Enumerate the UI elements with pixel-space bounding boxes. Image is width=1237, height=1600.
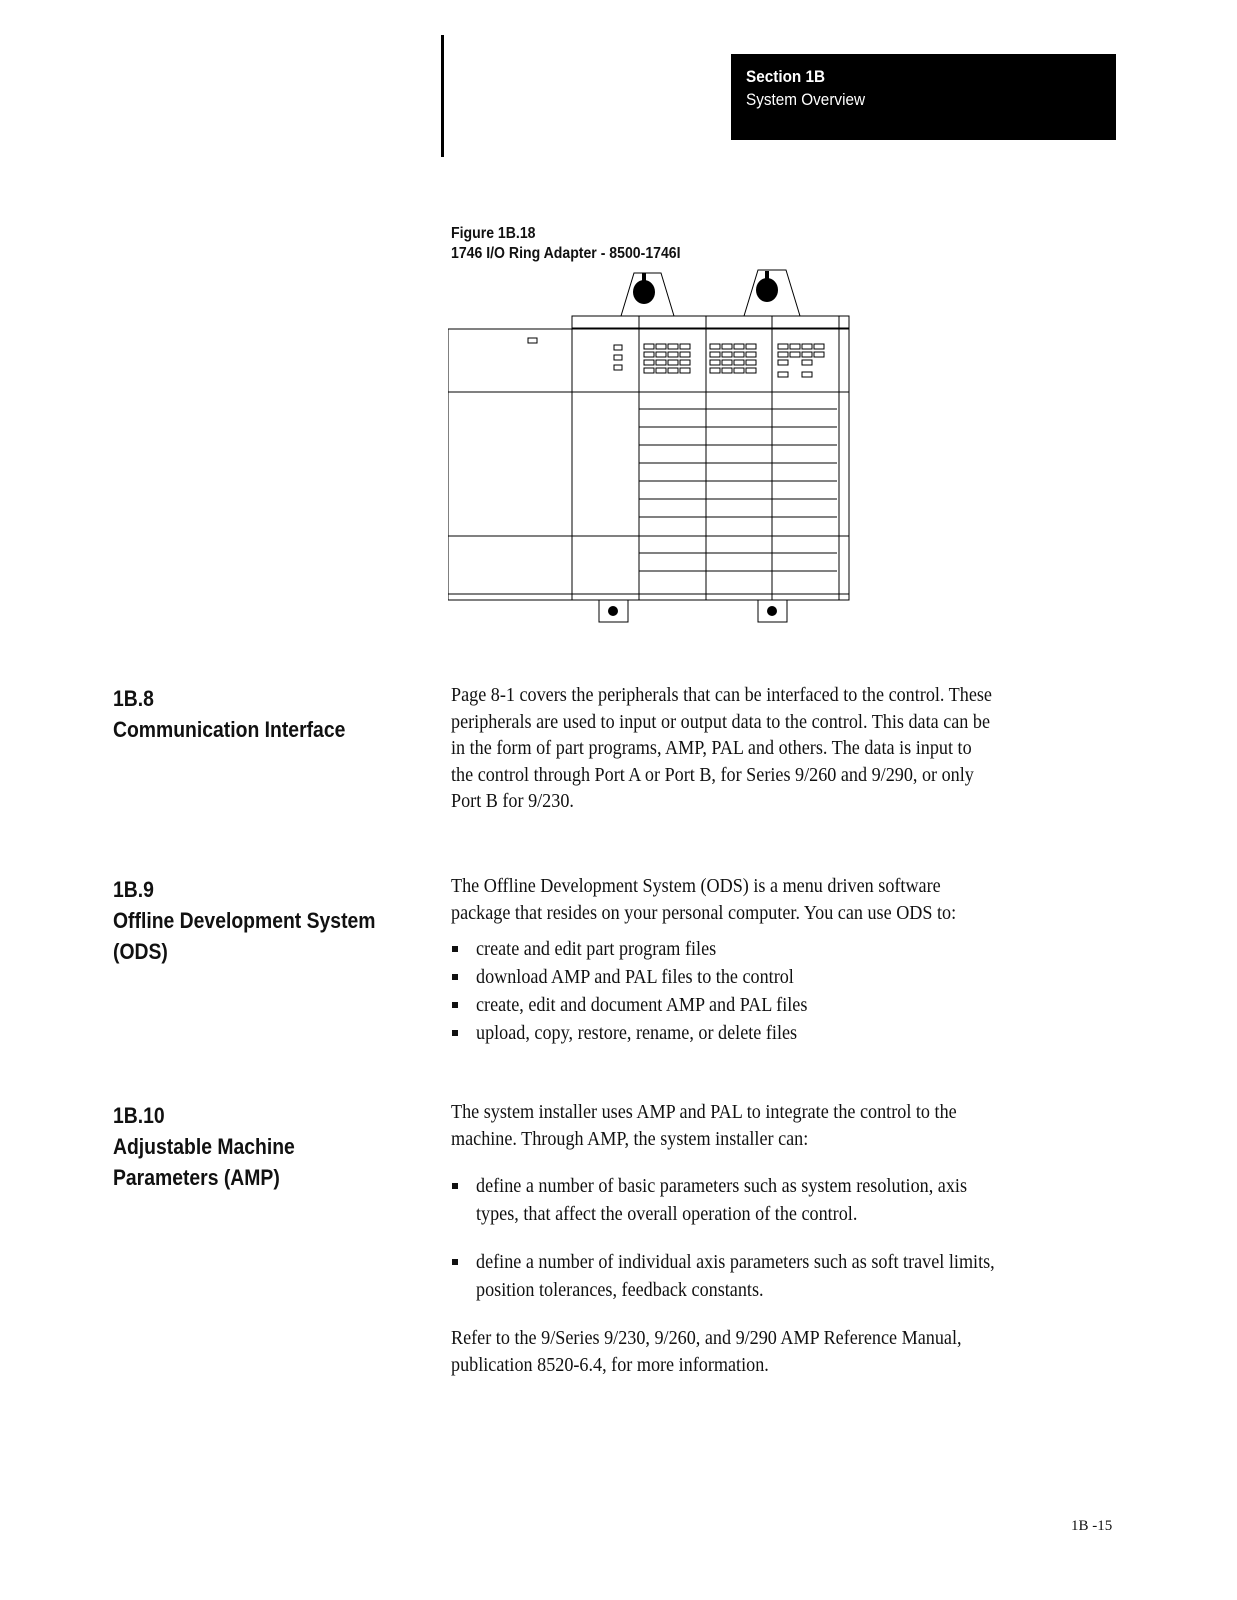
text-line: machine. Through AMP, the system installer can: bbox=[451, 1128, 809, 1150]
led-grid-2 bbox=[710, 344, 756, 373]
figure-title: 1746 I/O Ring Adapter - 8500-1746I bbox=[451, 245, 681, 262]
status-led bbox=[528, 338, 537, 343]
list-item-text: define a number of individual axis parameters such as soft travel limits, bbox=[476, 1252, 995, 1273]
text-line: Page 8-1 covers the peripherals that can be interfaced to the control. These bbox=[451, 685, 992, 706]
list-item bbox=[451, 1020, 832, 1048]
section-number: Section 1B bbox=[746, 67, 826, 86]
list-item bbox=[451, 1173, 1034, 1229]
text-line: the control through Port A or Port B, for Series 9/260 and 9/290, or only bbox=[451, 764, 974, 786]
bullet-icon bbox=[452, 1183, 458, 1189]
heading-communication-interface bbox=[113, 683, 377, 745]
text-line: peripherals are used to input or output data to the control. This data can be bbox=[451, 711, 991, 733]
list-item-text: upload, copy, restore, rename, or delete files bbox=[476, 1023, 798, 1044]
heading-offline-development-system bbox=[113, 874, 411, 967]
led-grid-3 bbox=[778, 344, 824, 377]
margin-rule bbox=[441, 35, 444, 157]
list-item-text: create and edit part program files bbox=[476, 939, 717, 960]
paragraph-amp-reference bbox=[451, 1326, 1131, 1379]
heading-adjustable-machine-parameters bbox=[113, 1100, 320, 1193]
list-item-text: types, that affect the overall operation of the control. bbox=[476, 1204, 858, 1225]
bullet-icon bbox=[452, 974, 458, 980]
terminal-lines bbox=[639, 409, 837, 571]
section-title: System Overview bbox=[746, 90, 866, 109]
page-number: 1B -15 bbox=[1071, 1518, 1113, 1534]
section-title-1b9-line1: Offline Development System bbox=[113, 908, 376, 933]
section-title-1b10-line2: Parameters (AMP) bbox=[113, 1165, 280, 1190]
top-rail bbox=[572, 316, 849, 328]
list-item-text: download AMP and PAL files to the control bbox=[476, 967, 794, 988]
list-item-text: define a number of basic parameters such as system resolution, axis bbox=[476, 1176, 968, 1197]
paragraph-ods-intro bbox=[451, 874, 1131, 927]
section-number-1b8: 1B.8 bbox=[113, 686, 154, 711]
chassis-outline bbox=[448, 329, 849, 600]
section-title-1b9-line2: (ODS) bbox=[113, 939, 168, 964]
paragraph-amp-intro bbox=[451, 1100, 1131, 1153]
bullet-icon bbox=[452, 1259, 458, 1265]
section-number-1b10: 1B.10 bbox=[113, 1103, 165, 1128]
section-header bbox=[731, 54, 1116, 140]
section-title-1b8: Communication Interface bbox=[113, 717, 346, 742]
text-line: Port B for 9/230. bbox=[451, 791, 574, 812]
text-line: package that resides on your personal computer. You can use ODS to: bbox=[451, 902, 957, 924]
text-line: Refer to the 9/Series 9/230, 9/260, and 9/290 AMP Reference Manual, bbox=[451, 1328, 962, 1349]
list-item-text: position tolerances, feedback constants. bbox=[476, 1280, 764, 1301]
text-line: publication 8520-6.4, for more information. bbox=[451, 1354, 769, 1376]
text-line: The Offline Development System (ODS) is a menu driven software bbox=[451, 876, 941, 897]
amp-bullet-list bbox=[451, 1173, 1034, 1305]
figure-number: Figure 1B.18 bbox=[451, 225, 536, 242]
bullet-icon bbox=[452, 1030, 458, 1036]
list-item bbox=[451, 1249, 1034, 1305]
bullet-icon bbox=[452, 946, 458, 952]
section-number-1b9: 1B.9 bbox=[113, 877, 154, 902]
text-line: in the form of part programs, AMP, PAL and others. The data is input to bbox=[451, 738, 972, 759]
figure-caption bbox=[451, 224, 712, 264]
list-item bbox=[451, 992, 832, 1020]
list-item bbox=[451, 936, 832, 964]
bullet-icon bbox=[452, 1002, 458, 1008]
paragraph-communication-interface bbox=[451, 683, 1131, 816]
io-ring-adapter-diagram bbox=[448, 268, 858, 634]
text-line: The system installer uses AMP and PAL to integrate the control to the bbox=[451, 1102, 957, 1123]
ods-bullet-list bbox=[451, 936, 832, 1048]
section-title-1b10-line1: Adjustable Machine bbox=[113, 1134, 295, 1159]
list-item bbox=[451, 964, 832, 992]
led-grid-1 bbox=[644, 344, 690, 373]
list-item-text: create, edit and document AMP and PAL files bbox=[476, 995, 808, 1016]
